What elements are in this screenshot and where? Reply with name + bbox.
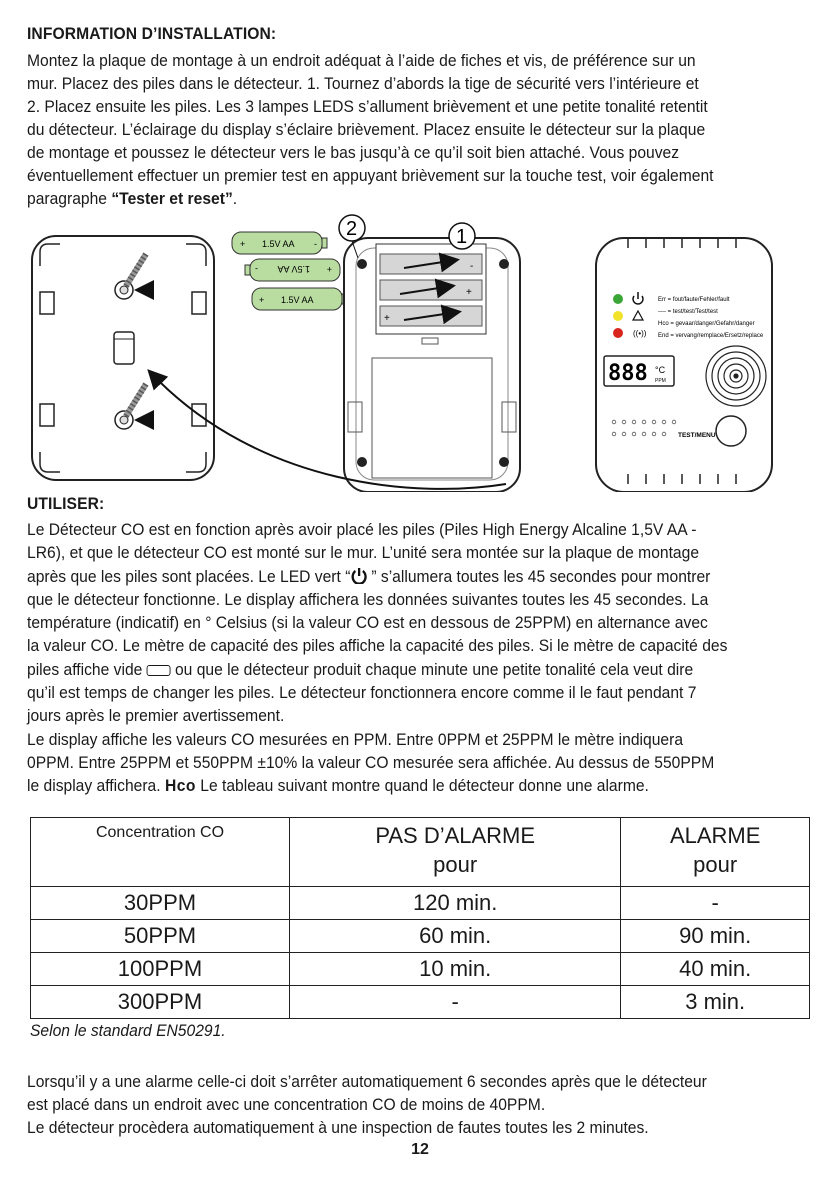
use-line-part: le display affichera. xyxy=(27,776,161,796)
closing-line: Lorsqu’il y a une alarme celle-ci doit s’arrêter automatiquement 6 secondes après que le détecteur xyxy=(27,1072,707,1091)
table-cell: 30PPM xyxy=(31,887,290,920)
use-line: qu’il est temps de changer les piles. Le détecteur fonctionnera encore comme il le faut pendant 7 xyxy=(27,683,697,703)
empty-battery-icon xyxy=(147,665,171,676)
closing-line: Le détecteur procèdera automatiquement à une inspection de fautes toutes les 2 minutes. xyxy=(27,1118,649,1137)
install-paragraph xyxy=(27,49,815,210)
use-line: Le Détecteur CO est en fonction après avoir placé les piles (Piles High Energy Alcaline 1,5V AA - xyxy=(27,520,697,539)
use-paragraph xyxy=(27,518,815,798)
use-line: Le display affiche les valeurs CO mesurées en PPM. Entre 0PPM et 25PPM le mètre indiquera xyxy=(27,729,684,749)
install-last-prefix: paragraphe xyxy=(27,189,112,208)
table-cell: 10 min. xyxy=(290,953,621,986)
table-cell: 60 min. xyxy=(290,920,621,953)
header-no-alarm-title: PAS D’ALARME xyxy=(375,823,536,848)
install-heading: INFORMATION D’INSTALLATION: xyxy=(27,24,277,43)
lcd-unit: °C xyxy=(655,365,666,375)
install-line: 2. Placez ensuite les piles. Les 3 lampes LEDS s’allument brièvement et une petite tonalité retentit xyxy=(27,97,708,116)
use-line-part: piles affiche vide xyxy=(27,659,143,679)
battery-plus: + xyxy=(326,264,332,274)
red-led-icon xyxy=(613,328,623,338)
header-no-alarm xyxy=(290,818,621,887)
battery-minus: - xyxy=(314,239,317,249)
use-line-part: ou que le détecteur produit chaque minute une petite tonalité cela veut dire xyxy=(174,659,694,679)
table-cell: 90 min. xyxy=(621,920,810,953)
green-led-icon xyxy=(613,294,623,304)
closing-paragraph xyxy=(27,1070,707,1139)
battery-plus: + xyxy=(259,295,265,305)
yellow-led-icon xyxy=(613,311,623,321)
legend-line: Hco = gevaar/danger/Gefahr/danger xyxy=(658,321,755,327)
battery-bottom xyxy=(252,288,347,310)
use-line: température (indicatif) en ° Celsius (si la valeur CO est en dessous de 25PPM) en alternance avec xyxy=(27,613,708,633)
battery-middle xyxy=(245,259,340,281)
install-line: de montage et poussez le détecteur vers le bas jusqu’à ce qu’il soit bien attaché. Vous pouvez xyxy=(27,143,680,162)
table-cell: 50PPM xyxy=(31,920,290,953)
mounting-plate xyxy=(32,236,214,480)
step-1-marker xyxy=(449,223,475,249)
use-line: que le détecteur fonctionne. Le display affichera les données suivantes toutes les 45 secondes. La xyxy=(27,589,709,609)
table-row xyxy=(31,986,810,1019)
detector-back xyxy=(344,238,520,492)
use-line-part: ” s’allumera toutes les 45 secondes pour montrer xyxy=(371,566,711,586)
table-row xyxy=(31,953,810,986)
test-button[interactable] xyxy=(716,416,746,446)
alarm-sound-icon: ((•)) xyxy=(633,329,647,338)
table-cell: 120 min. xyxy=(290,887,621,920)
table-row xyxy=(31,887,810,920)
table-cell: - xyxy=(621,887,810,920)
installation-figure xyxy=(0,212,840,492)
header-no-alarm-sub: pour xyxy=(433,852,478,877)
test-button-label: TEST/MENU xyxy=(678,432,716,439)
install-line: du détecteur. L’éclairage du display s’éclaire brièvement. Placez ensuite le détecteur sur la plaque xyxy=(27,120,706,139)
legend-line: ---- = test/test/Test/test xyxy=(658,309,718,315)
alarm-table xyxy=(30,817,810,1019)
battery-minus: - xyxy=(255,264,258,274)
use-line: jours après le premier avertissement. xyxy=(27,706,285,726)
use-line-part: après que les piles sont placées. Le LED vert “ xyxy=(27,566,351,586)
header-alarm xyxy=(621,818,810,887)
battery-top xyxy=(232,232,327,254)
table-cell: 40 min. xyxy=(621,953,810,986)
header-alarm-sub: pour xyxy=(693,852,738,877)
header-concentration: Concentration CO xyxy=(31,818,290,887)
table-cell: 300PPM xyxy=(31,986,290,1019)
use-line-part: Le tableau suivant montre quand le détecteur donne une alarme. xyxy=(200,776,649,796)
use-line: la valeur CO. Le mètre de capacité des piles affiche la capacité des piles. Si le mètre de capacité des xyxy=(27,636,728,656)
power-icon xyxy=(350,567,367,584)
header-alarm-title: ALARME xyxy=(669,823,761,848)
table-cell: 3 min. xyxy=(621,986,810,1019)
cell-plus: + xyxy=(384,313,390,324)
lcd-value: 888 xyxy=(608,361,648,386)
table-cell: 100PPM xyxy=(31,953,290,986)
battery-label: 1.5V AA xyxy=(262,239,295,249)
page-number: 12 xyxy=(411,1141,429,1158)
battery-label: 1.5V AA xyxy=(281,295,314,305)
step-1-label: 1 xyxy=(456,226,468,248)
use-line: 0PPM. Entre 25PPM et 550PPM ±10% la valeur CO mesurée sera affichée. Au dessus de 550PPM xyxy=(27,752,715,772)
use-line xyxy=(27,565,815,588)
legend-line: Err = fout/faute/Fehler/fault xyxy=(658,297,730,303)
battery-plus: + xyxy=(240,239,246,249)
cell-plus: + xyxy=(466,287,472,298)
use-line: LR6), et que le détecteur CO est monté sur le mur. L’unité sera montée sur la plaque de montage xyxy=(27,543,700,563)
use-heading: UTILISER: xyxy=(27,494,105,513)
install-line: éventuellement effectuer un premier test en appuyant brièvement sur la touche test, voir également xyxy=(27,166,714,185)
table-row xyxy=(31,920,810,953)
install-line: mur. Placez des piles dans le détecteur. 1. Tournez d’abords la tige de sécurité vers l’intérieure et xyxy=(27,74,699,93)
legend-line: End = vervang/remplace/Ersetz/replace xyxy=(658,333,764,339)
tester-reset-reference: “Tester et reset” xyxy=(111,189,233,208)
install-line-last xyxy=(27,187,815,210)
table-header-row xyxy=(31,818,810,887)
standard-note: Selon le standard EN50291. xyxy=(30,1021,226,1040)
detector-front xyxy=(596,238,772,492)
closing-line: est placé dans un endroit avec une concentration CO de moins de 40PPM. xyxy=(27,1095,546,1114)
lcd-ppm: PPM xyxy=(655,378,666,384)
hco-symbol: Hco xyxy=(164,776,196,796)
install-line: Montez la plaque de montage à un endroit adéquat à l’aide de fiches et vis, de préférence sur un xyxy=(27,51,696,70)
battery-label: 1.5V AA xyxy=(277,264,310,274)
cell-minus: - xyxy=(470,261,474,272)
step-2-label: 2 xyxy=(346,218,358,240)
use-line xyxy=(27,658,815,681)
install-last-suffix: . xyxy=(232,189,238,208)
table-cell: - xyxy=(290,986,621,1019)
use-line xyxy=(27,774,815,797)
